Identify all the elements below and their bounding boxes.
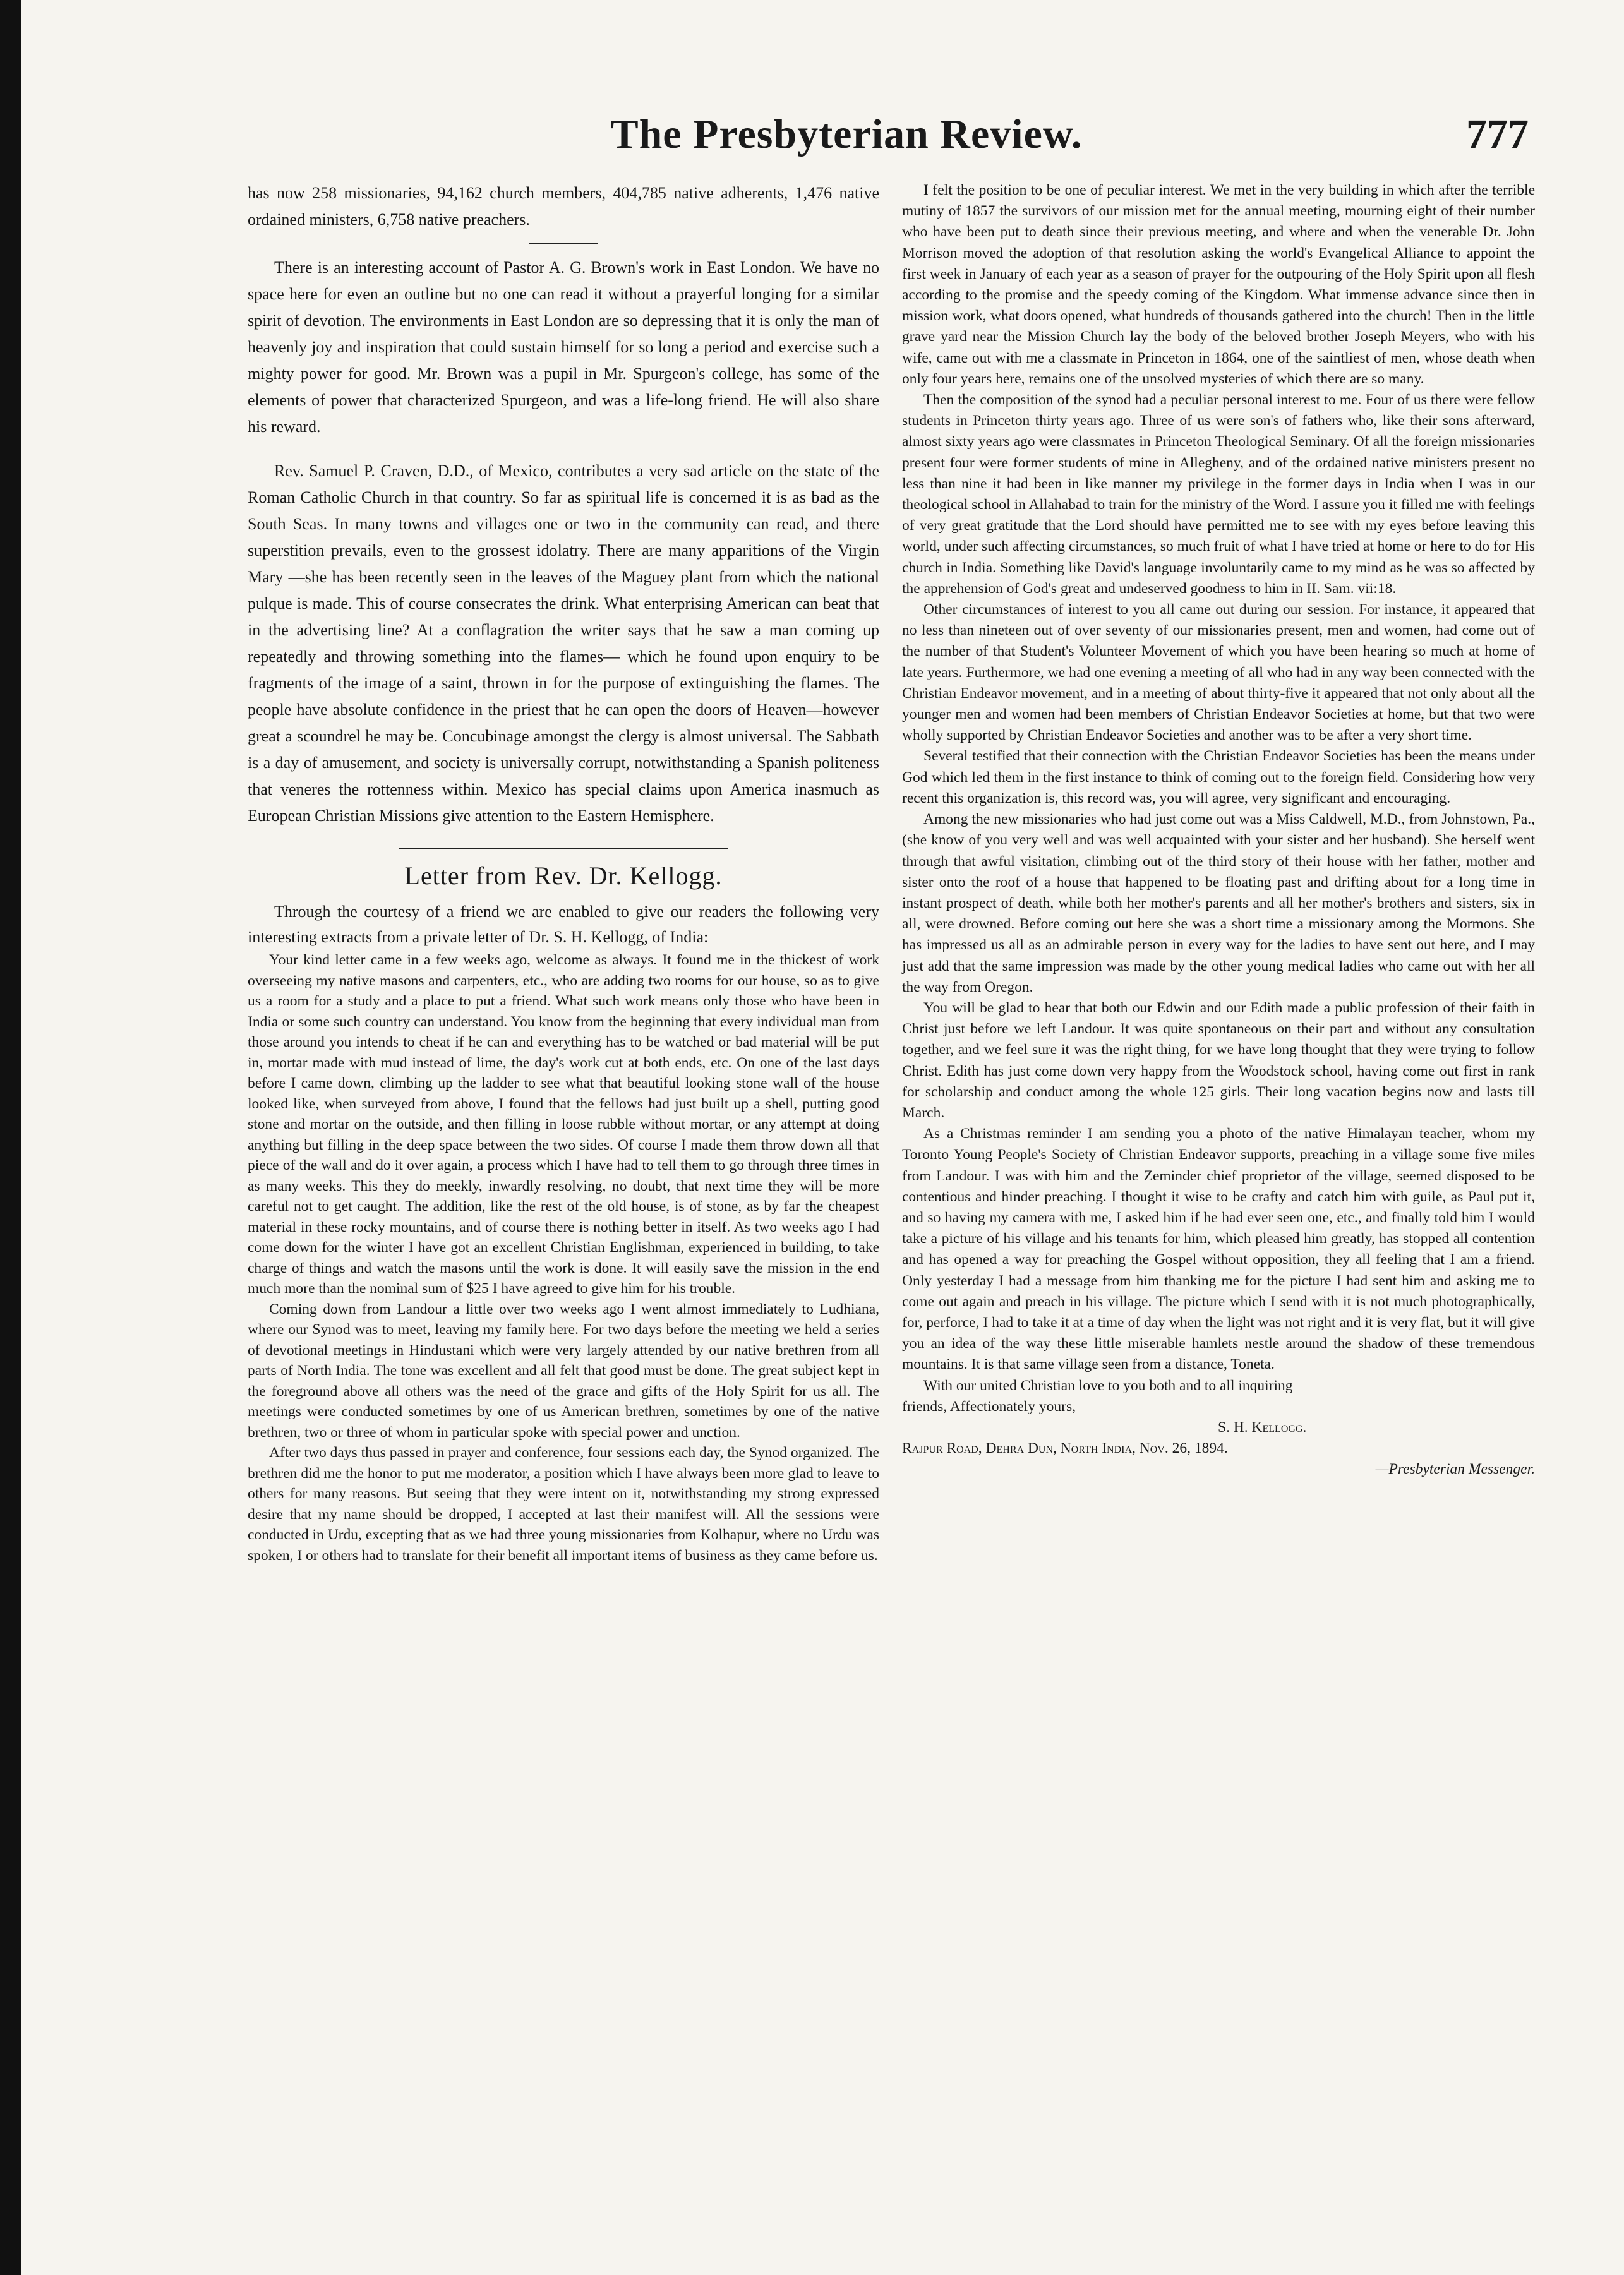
intro-paragraph: Through the courtesy of a friend we are enabled to give our readers the following very interesting extracts from a private letter of Dr. S. H. Kellogg, of India: <box>248 903 879 946</box>
page-number: 777 <box>1466 111 1529 157</box>
closing-line: With our united Christian love to you both and to all inquiring <box>923 1377 1293 1394</box>
page-header <box>164 111 1529 167</box>
letter-closing <box>902 1376 1535 1480</box>
letter-paragraph: As a Christmas reminder I am sending you a photo of the native Himalayan teacher, whom my Toronto Young People's Society of Christian Endeavor supports, preaching in a village some five miles from Landour. I was with him and the Zeminder chief proprietor of the village, seemed disposed to be contentious and hinder preaching. I thought it wise to be crafty and catch him with guile, as Paul put it, and so having my camera with me, I asked him if he had ever seen one, etc., and finally told him I would take a picture of his village and his tenants for him, which pleased him greatly, has stopped all contention and has opened a way for preaching the Gospel without opposition, they all feeling that I am a friend. Only yesterday I had a message from him thanking me for the picture I had sent him and asking me to come out again and preach in his village. The picture which I send with it is not much photographically, for, perforce, I had to take it at a time of day when the light was not right and it is very flat, but it will give you an idea of the way these little miserable hamlets nestle around the shadow of these tremendous mountains. It is that same village seen from a distance, Toneta. <box>902 1125 1535 1373</box>
source-credit: —Presbyterian Messenger. <box>1375 1460 1535 1477</box>
dateline: Rajpur Road, Dehra Dun, North India, Nov. 26, 1894. <box>902 1439 1228 1456</box>
section-divider <box>529 243 598 244</box>
article-divider <box>399 848 728 849</box>
running-title: The Presbyterian Review. <box>610 111 1083 157</box>
letter-body-left <box>248 950 879 1566</box>
letter-paragraph: Other circumstances of interest to you all came out during our session. For instance, it appeared that no less than nineteen out of over seventy of our missionaries present, men and women, had come out of the number of that Student's Volunteer Movement of which you have been hearing so much at home of late years. Furthermore, we had one evening a meeting of all who had in any way been connected with the Christian Endeavor movement, and in a meeting of about thirty-five it appeared that not only about all the younger men and women had been members of Christian Endeavor Societies at home, but that two were wholly supported by Christian Endeavor Societies and another was to be after a very short time. <box>902 601 1535 744</box>
letter-paragraph: Your kind letter came in a few weeks ago, welcome as always. It found me in the thickest of work overseeing my native masons and carpenters, etc., who are adding two rooms for our house, so as to give us a room for a study and a place to put a friend. What such work means only those who have been in India or some such country can understand. You know from the beginning that every individual man from those around you intends to cheat if he can and everything has to be watched or bad material will be put in, mortar made with mud instead of lime, the day's work cut at both ends, etc. On one of the last days before I came down, climbing up the ladder to see what that beautiful looking stone wall of the house looked like, when surveyed from above, I found that the fellows had just built up a shell, putting good stone and mortar on the outside, and then filling in loose rubble without mortar, or any attempt at doing anything but filling in the deep space between the two sides. Of course I made them throw down all that piece of the wall and do it over again, a process which I have had to tell them to go through three times in as many weeks. This they do meekly, inwardly resolving, no doubt, that next time they will be more careful not to get caught. The addition, like the rest of the old house, is of stone, as by far the cheapest material in these rocky mountains, and of course there is nothing better in itself. As two weeks ago I had come down for the winter I have got an excellent Christian Englishman, experienced in building, to take charge of things and watch the masons until the work is done. It will easily save the mission in the end much more than the nominal sum of $25 I have agreed to give him for his trouble. <box>248 952 879 1297</box>
article-intro <box>248 899 879 950</box>
letter-body-right <box>902 180 1535 1376</box>
editorial-notes <box>248 180 879 829</box>
note-paragraph: There is an interesting account of Pastor A. G. Brown's work in East London. We have no space here for even an outline but no one can read it without a prayerful longing for a similar spirit of devotion. The environments in East London are so depressing that it is only the man of heavenly joy and inspiration that could sustain himself for so long a period and exercise such a mighty power for good. Mr. Brown was a pupil in Mr. Spurgeon's college, has some of the elements of power that characterized Spurgeon, and was a life-long friend. He will also share his reward. <box>248 258 879 436</box>
left-column <box>248 180 879 1566</box>
signature: S. H. Kellogg. <box>1218 1419 1307 1436</box>
note-paragraph: has now 258 missionaries, 94,162 church members, 404,785 native adherents, 1,476 native ordained ministers, 6,758 native preachers. <box>248 184 879 229</box>
binding-edge <box>0 0 21 2275</box>
closing-line: friends, Affectionately yours, <box>902 1398 1076 1415</box>
letter-paragraph: I felt the position to be one of peculiar interest. We met in the very building in which after the terrible mutiny of 1857 the survivors of our mission met for the annual meeting, mourning eight of their number who have been put to death since their previous meeting, and where and when the venerable Dr. John Morrison moved the adoption of that resolution asking the world's Evangelical Alliance to appoint the first week in January of each year as a season of prayer for the outpouring of the Holy Spirit upon all flesh according to the promise and the speedy coming of the Kingdom. What immense advance since then in mission work, what doors opened, what hundreds of thousands gathered into the church! Then in the little grave yard near the Mission Church lay the body of the beloved brother Joseph Meyers, who with his wife, came out with me a classmate in Princeton in 1864, one of the saintliest of men, whose death when only four years here, remains one of the unsolved mysteries of which there are so many. <box>902 182 1535 387</box>
letter-paragraph: You will be glad to hear that both our Edwin and our Edith made a public profession of their faith in Christ just before we left Landour. It was quite spontaneous on their part and without any consultation together, and we feel sure it was the right thing, for we have long thought that they were trying to follow Christ. Edith has just come down very happy from the Woodstock school, having come out first in rank for scholarship and conduct among the whole 125 girls. Their long vacation begins now and lasts till March. <box>902 999 1535 1121</box>
letter-paragraph: Among the new missionaries who had just come out was a Miss Caldwell, M.D., from Johnstown, Pa., (she know of you very well and was well acquainted with your sister and her husband). She herself went through that awful visitation, climbing out of the third story of their house with her father, mother and sister onto the roof of a house that happened to be floating past and drifting about for a long time in instant prospect of death, while both her mother's parents and all her mother's brothers and sisters, six in all, were drowned. Before coming out here she was a short time a missionary among the Mormons. She has impressed us all as an admirable person in every way for the ladies to have sent out here, and I may just add that the same impression was made by the other young medical ladies who came out with her all the way from Oregon. <box>902 811 1535 995</box>
note-paragraph: Rev. Samuel P. Craven, D.D., of Mexico, contributes a very sad article on the state of the Roman Catholic Church in that country. So far as spiritual life is concerned it is as bad as the South Seas. In many towns and villages one or two in the community can read, and there superstition prevails, even to the grossest idolatry. There are many apparitions of the Virgin Mary —she has been recently seen in the leaves of the Maguey plant from which the national pulque is made. This of course consecrates the drink. What enterprising American can beat that in the advertising line? At a conflagration the writer says that he saw a man coming up repeatedly and throwing something into the flames— which he found upon enquiry to be fragments of the image of a saint, thrown in for the purpose of extinguishing the flames. The people have absolute confidence in the priest that he can open the doors of Heaven—however great a scoundrel he may be. Concubinage amongst the clergy is almost universal. The Sabbath is a day of amusement, and society is universally corrupt, notwithstanding a Spanish politeness that veneres the rottenness within. Mexico has special claims upon America inasmuch as European Christian Missions give attention to the Eastern Hemisphere. <box>248 462 879 825</box>
letter-paragraph: After two days thus passed in prayer and conference, four sessions each day, the Synod organized. The brethren did me the honor to put me moderator, a position which I have always been more glad to leave to others for many reasons. But seeing that they were intent on it, notwithstanding my strong expressed desire that my name should be dropped, I accepted at last their manifest will. All the sessions were conducted in Urdu, excepting that as we had three young missionaries from Kolhapur, where no Urdu was spoken, I or others had to translate for their benefit all important items of business as they came before us. <box>248 1444 879 1564</box>
letter-paragraph: Then the composition of the synod had a peculiar personal interest to me. Four of us there were fellow students in Princeton thirty years ago. Three of us were son's of fathers who, like their sons afterward, almost sixty years ago were classmates in Princeton Theological Seminary. Of all the foreign missionaries present four were former students of mine in Allegheny, and of the ordained native ministers present no less than nine it had been in like manner my privilege in the former days in India when I was in our theological school in Allahabad to train for the ministry of the Word. I assure you it filled me with feelings of very great gratitude that the Lord should have permitted me to see with my eyes before leaving this world, under such affecting circumstances, so much fruit of what I have tried at home or here to do for His church in India. Something like David's language involuntarily came to my mind as he was so affected by the apprehension of God's great and undeserved goodness to him in II. Sam. vii:18. <box>902 392 1535 597</box>
letter-paragraph: Coming down from Landour a little over two weeks ago I went almost immediately to Ludhiana, where our Synod was to meet, leaving my family here. For two days before the meeting we held a series of devotional meetings in Hindustani which were very largely attended by our native brethren from all parts of North India. The tone was excellent and all felt that good must be done. The great subject kept in the foreground above all others was the need of the grace and gifts of the Holy Spirit for us all. The meetings were conducted sometimes by one of us American brethren, sometimes by one of the native brethren, two or three of whom in particular spoke with special power and unction. <box>248 1300 879 1441</box>
letter-paragraph: Several testified that their connection with the Christian Endeavor Societies has been the means under God which led them in the first instance to think of coming out to the foreign field. Considering how very recent this organization is, this record was, you will agree, very significant and encouraging. <box>902 748 1535 807</box>
article-title: Letter from Rev. Dr. Kellogg. <box>404 861 723 890</box>
right-column <box>902 180 1535 1480</box>
